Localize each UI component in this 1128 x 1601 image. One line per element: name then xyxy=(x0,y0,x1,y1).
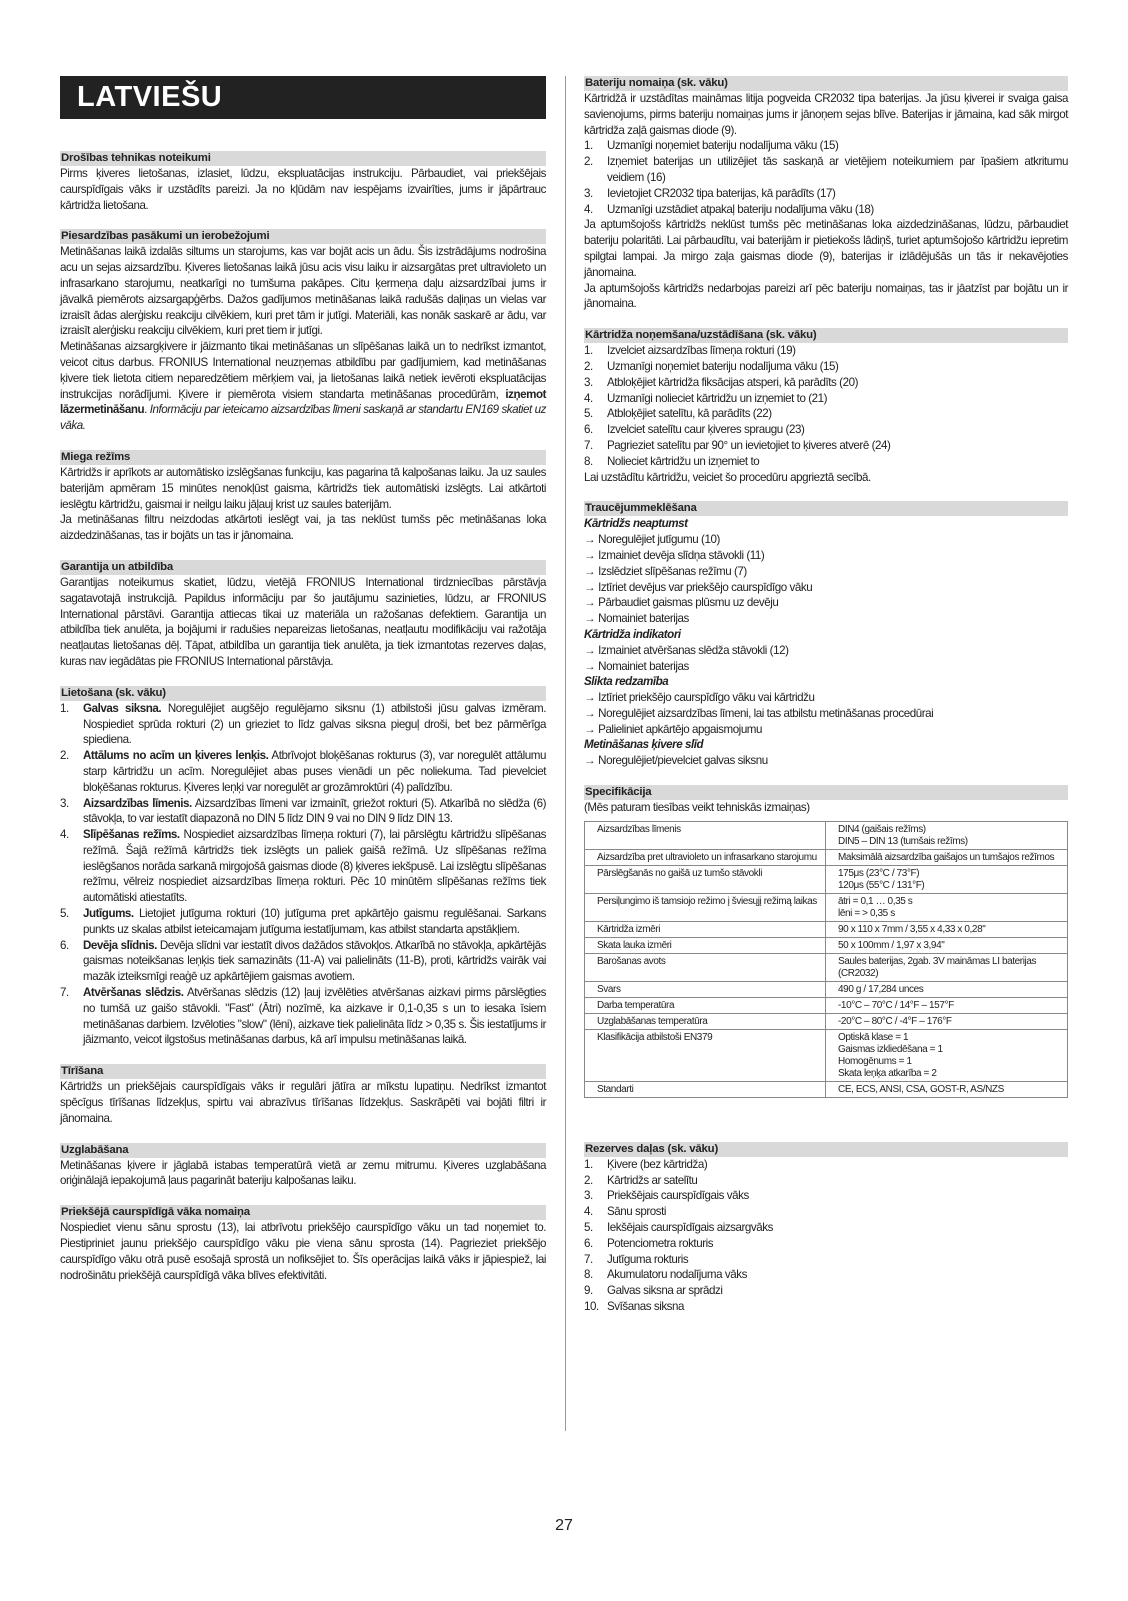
remedy-text: Noregulējiet/pievelciet galvas siksnu xyxy=(598,754,768,768)
item-text: Iekšējais caurspīdīgais aizsargvāks xyxy=(607,1221,773,1235)
table-row xyxy=(585,997,1068,1013)
list-item xyxy=(584,138,1068,154)
item-number: 2. xyxy=(584,155,593,169)
list-item xyxy=(60,938,546,985)
spec-key: Svars xyxy=(585,981,826,997)
item-text: Ievietojiet CR2032 tipa baterijas, kā parādīts (17) xyxy=(607,186,836,200)
paragraph: Ja aptumšojošs kārtridžs nedarbojas pareizi arī pēc bateriju nomaiņas, tas ir jāatzīst par bojātu un ir jānomaina. xyxy=(584,281,1068,311)
item-number: 1. xyxy=(584,139,593,153)
item-heading: Jutīgums. xyxy=(83,907,134,921)
section-title: Miega režīms xyxy=(60,450,546,465)
item-text: Devēja slīdni var iestatīt divos dažādos stāvokļos. Atkarībā no stāvokļa, apkārtējās gaismas noteikšanas leņķis tiek samazināts (11-A) vai palielināts (11-B), proti, kārtridžs vairāk vai mazāk izteiksmīgi reaģē uz apkārtējiem gaismas avotiem. xyxy=(83,938,547,984)
item-text: Noregulējiet augšējo regulējamo siksnu (1) atbilstoši jūsu galvas izmēram. Nospiediet sprūda rokturi (2) un grieziet to līdz galvas siksna pieguļ droši, bet bez pārmērīga spiediena. xyxy=(83,701,546,747)
list-item xyxy=(584,1188,1068,1204)
spec-value xyxy=(826,981,1068,997)
remedy-text: Noregulējiet aizsardzības līmeni, lai tas atbilstu metināšanas procedūrai xyxy=(598,706,934,720)
table-row xyxy=(585,865,1068,893)
item-number: 6. xyxy=(584,1236,593,1250)
value-line: lēni = > 0,35 s xyxy=(838,907,895,919)
list-item xyxy=(60,827,546,906)
value-line: 490 g / 17,284 unces xyxy=(838,983,924,995)
value-line: -10°C – 70°C / 14°F – 157°F xyxy=(838,999,954,1011)
arrow-icon: → xyxy=(584,564,596,578)
value-line: 175μs (23°C / 73°F) xyxy=(838,867,920,879)
arrow-icon: → xyxy=(584,659,596,673)
list-item xyxy=(60,796,546,828)
list-item xyxy=(584,391,1068,407)
arrow-icon: → xyxy=(584,580,596,594)
paragraph: Lai uzstādītu kārtridžu, veiciet šo procedūru apgrieztā secībā. xyxy=(584,470,871,484)
list-item xyxy=(584,438,1068,454)
item-text: Sānu sprosti xyxy=(607,1205,667,1219)
table-row xyxy=(585,937,1068,953)
section-title: Traucējummeklēšana xyxy=(584,501,1068,516)
item-heading: Devēja slīdnis. xyxy=(83,938,157,952)
arrow-icon: → xyxy=(584,722,596,736)
list-item xyxy=(584,406,1068,422)
remedy xyxy=(584,722,1068,738)
remedy xyxy=(584,611,1068,627)
section-title: Bateriju nomaiņa (sk. vāku) xyxy=(584,76,1068,91)
spec-key: Skata lauka izmēri xyxy=(585,937,826,953)
arrow-icon: → xyxy=(584,612,596,626)
item-text: Atbrīvojot bloķēšanas rokturus (3), var noregulēt attālumu starp kārtridžu un acīm. Noregulējiet abas puses vienādi un pēc noliekuma. Tad pievelciet bloķēšanas rokturus. Ķiveres leņķi var noregulēt ar grozāmroktūri (4) palīdzību. xyxy=(83,749,546,794)
remedy-text: Izmainiet devēja slīdņa stāvokli (11) xyxy=(598,548,765,562)
sleep-mode-section xyxy=(60,450,546,544)
item-text: Ķivere (bez kārtridža) xyxy=(607,1157,708,1171)
item-text: Pagrieziet satelītu par 90° un ievietojiet to ķiveres atverē (24) xyxy=(607,438,891,452)
table-row xyxy=(585,981,1068,997)
paragraph: Ja metināšanas filtru neizdodas atkārtoti ieslēgt vai, ja tas neklūst tumšs pēc metināšanas loka aizdedzināšanas, tas ir bojāts un tas ir jānomaina. xyxy=(60,513,546,543)
value-line: DIN5 – DIN 13 (tumšais režīms) xyxy=(838,835,968,847)
item-text: Atbloķējiet kārtridža fiksācijas atsperi, kā parādīts (20) xyxy=(607,375,858,389)
spec-key: Aizsardzība pret ultravioleto un infrasarkano starojumu xyxy=(585,849,826,865)
right-column xyxy=(584,76,1068,1331)
item-number: 4. xyxy=(60,828,69,842)
value-line: Skata leņķa atkarība = 2 xyxy=(838,1067,937,1079)
list-item xyxy=(584,154,1068,186)
list-item xyxy=(584,454,1068,470)
value-line: Gaismas izkliedēšana = 1 xyxy=(838,1043,943,1055)
list-item xyxy=(60,748,546,795)
troubleshooting-section xyxy=(584,501,1068,769)
remedy xyxy=(584,580,1068,596)
item-heading: Attālums no acīm un ķiveres lenķis. xyxy=(83,749,269,763)
paragraph: Metināšanas ķivere ir jāglabā istabas temperatūrā vietā ar zemu mitrumu. Ķiveres uzglabāšana oriģinālajā iepakojumā ļaus pagarināt bateriju kalpošanas laiku. xyxy=(60,1158,546,1188)
spec-value xyxy=(826,921,1068,937)
remedy-text: Pārbaudiet gaismas plūsmu uz devēju xyxy=(598,596,779,610)
value-line: CE, ECS, ANSI, CSA, GOST-R, AS/NZS xyxy=(838,1083,1004,1095)
spec-value xyxy=(826,849,1068,865)
list-item xyxy=(584,1204,1068,1220)
section-title: Piesardzības pasākumi un ierobežojumi xyxy=(60,229,546,244)
item-heading: Atvēršanas slēdzis. xyxy=(83,986,184,1000)
item-number: 3. xyxy=(584,375,593,389)
item-text: Uzmanīgi nolieciet kārtridžu un izņemiet to (21) xyxy=(607,391,828,405)
column-divider xyxy=(565,76,566,1431)
list-item xyxy=(60,985,546,1048)
problem-heading: Metināšanas ķivere slīd xyxy=(584,738,704,752)
item-number: 9. xyxy=(584,1284,593,1298)
list-item xyxy=(584,186,1068,202)
item-number: 10. xyxy=(584,1300,599,1314)
item-number: 6. xyxy=(584,423,593,437)
arrow-icon: → xyxy=(584,548,596,562)
item-text: Kārtridžs ar satelītu xyxy=(607,1173,698,1187)
list-item xyxy=(60,701,546,748)
list-item xyxy=(584,422,1068,438)
list-item xyxy=(584,1283,1068,1299)
remedy xyxy=(584,595,1068,611)
table-row xyxy=(585,1081,1068,1097)
spec-value xyxy=(826,893,1068,921)
item-number: 6. xyxy=(60,938,69,952)
value-line: 50 x 100mm / 1,97 x 3,94" xyxy=(838,939,945,951)
item-number: 8. xyxy=(584,1268,593,1282)
item-text: Izvelciet satelītu caur ķiveres spraugu (23) xyxy=(607,423,805,437)
battery-list xyxy=(584,138,1068,217)
arrow-icon: → xyxy=(584,533,596,547)
table-row xyxy=(585,821,1068,849)
item-number: 5. xyxy=(584,407,593,421)
item-text: Svīšanas siksna xyxy=(607,1300,685,1314)
value-line: Optiskā klase = 1 xyxy=(838,1031,909,1043)
item-number: 5. xyxy=(584,1221,593,1235)
item-number: 4. xyxy=(584,391,593,405)
spec-value xyxy=(826,997,1068,1013)
arrow-icon: → xyxy=(584,754,596,768)
remedy-text: Noregulējiet jutīgumu (10) xyxy=(598,533,720,547)
remedy-text: Nomainiet baterijas xyxy=(598,612,689,626)
arrow-icon: → xyxy=(584,643,596,657)
problem-heading: Kārtridžs neaptumst xyxy=(584,517,688,531)
list-item xyxy=(60,906,546,938)
item-text: Priekšējais caurspīdīgais vāks xyxy=(607,1189,749,1203)
spec-key: Pārslēgšanās no gaišā uz tumšo stāvokli xyxy=(585,865,826,893)
arrow-icon: → xyxy=(584,596,596,610)
spec-key: Barošanas avots xyxy=(585,953,826,981)
item-number: 3. xyxy=(584,186,593,200)
arrow-icon: → xyxy=(584,706,596,720)
parts-list xyxy=(584,1157,1068,1315)
item-text: Izņemiet baterijas un utilizējiet tās saskaņā ar vietējiem noteikumiem par īpašiem atkritumu veidiem (16) xyxy=(607,155,1068,184)
remedy-text: Nomainiet baterijas xyxy=(598,659,689,673)
item-heading: Galvas siksna. xyxy=(83,701,162,715)
item-number: 7. xyxy=(60,986,69,1000)
spec-subtitle: (Mēs paturam tiesības veikt tehniskās izmaiņas) xyxy=(584,801,810,815)
remedy xyxy=(584,753,1068,769)
remedy-text: Izmainiet atvēršanas slēdža stāvokli (12) xyxy=(598,643,789,657)
paragraph: Metināšanas laikā izdalās siltums un starojums, kas var bojāt acis un ādu. Šis izstrādājums nodrošina acu un sejas aizsardzību. Ķiveres lietošanas laikā jūsu acis visu laiku ir aizsargātas pret ultravioleto un infrasarkano starojumu, neatkarīgi no tumšuma pakāpes. Citu ķermeņa daļu aizsardzībai jums ir jāvalkā piemērots aizsargapģērbs. Dažos gadījumos metināšanas laikā radušās daļiņas un vielas var izraisīt ādas alerģisku reakciju cilvēkiem, kuri pret tām ir jutīgi. Materiāli, kas nonāk saskarē ar ādu, var izraisīt alerģisku reakciju cilvēkiem, kuri pret tiem ir jutīgi. xyxy=(60,245,546,338)
section-title: Lietošana (sk. vāku) xyxy=(60,686,546,701)
specification-section xyxy=(584,785,1068,1098)
item-number: 7. xyxy=(584,438,593,452)
table-row xyxy=(585,921,1068,937)
spec-value xyxy=(826,865,1068,893)
spec-key: Kārtridža izmēri xyxy=(585,921,826,937)
spec-value xyxy=(826,953,1068,981)
item-text: Lietojiet jutīguma rokturi (10) jutīguma pret apkārtējo gaismu regulēšanai. Sarkans punkts uz skalas atbilst ieteicamajam jutīguma iestatījumam, kas atbilst standarta apstākļiem. xyxy=(83,907,546,936)
value-line: ātri = 0,1 … 0,35 s xyxy=(838,895,913,907)
paragraph: Pirms ķiveres lietošanas, izlasiet, lūdzu, ekspluatācijas instrukciju. Pārbaudiet, vai priekšējais caurspīdīgais vāks ir uzstādīts pareizi. Ja no kļūdām nav iespējams izvairīties, jums ir jāpārtrauc kārtridža lietošana. xyxy=(60,167,546,212)
spec-key: Standarti xyxy=(585,1081,826,1097)
item-number: 2. xyxy=(60,749,69,763)
remedy-text: Palieliniet apkārtējo apgaismojumu xyxy=(598,722,763,736)
remedy xyxy=(584,564,1068,580)
item-number: 5. xyxy=(60,907,69,921)
item-number: 7. xyxy=(584,1252,593,1266)
remedy-text: Iztīriet devējus var priekšējo caurspīdīgo vāku xyxy=(598,580,813,594)
paragraph: Kārtridžs un priekšējais caurspīdīgais vāks ir regulāri jātīra ar mīkstu lupatiņu. Nedrīkst izmantot spēcīgus tīrīšanas līdzekļus, spirtu vai abrazīvus tīrīšanas līdzekļus. Saskrāpēti vai bojāti filtri ir jānomaina. xyxy=(60,1080,546,1125)
remedy xyxy=(584,532,1068,548)
value-line: Saules baterijas, 2gab. 3V maināmas LI baterijas (CR2032) xyxy=(838,955,1037,979)
spec-value xyxy=(826,1013,1068,1029)
list-item xyxy=(584,359,1068,375)
battery-section xyxy=(584,76,1068,312)
problem-heading: Slikta redzamība xyxy=(584,675,669,689)
value-line: 120μs (55°C / 131°F) xyxy=(838,879,925,891)
item-text: Atbloķējiet satelītu, kā parādīts (22) xyxy=(607,407,772,421)
item-number: 8. xyxy=(584,454,593,468)
remedy xyxy=(584,659,1068,675)
spec-key: Aizsardzības līmenis xyxy=(585,821,826,849)
spec-key: Uzglabāšanas temperatūra xyxy=(585,1013,826,1029)
usage-list xyxy=(60,701,546,1049)
value-line: Homogēnums = 1 xyxy=(838,1055,912,1067)
list-item xyxy=(584,1252,1068,1268)
left-column xyxy=(60,76,546,1299)
remedy xyxy=(584,690,1068,706)
value-line: 90 x 110 x 7mm / 3,55 x 4,33 x 0,28" xyxy=(838,923,986,935)
section-title: Drošības tehnikas noteikumi xyxy=(60,151,546,166)
list-item xyxy=(584,1299,1068,1315)
section-title: Specifikācija xyxy=(584,785,1068,800)
paragraph: Garantijas noteikumus skatiet, lūdzu, vietējā FRONIUS International tirdzniecības pārstāvja sagatavotajā instrukcijā. Papildus informāciju par šo jautājumu sazinieties, lūdzu, ar FRONIUS International pārstāvi. Garantija attiecas tikai uz materiāla un ražošanas defektiem. Garantija un atbildība tiek anulēta, ja bojājumi ir radušies nepareizas lietošanas, neatļautu modifikāciju vai ražotāja neatļautas lietošanas dēļ. Tāpat, atbildība un garantija tiek anulēta, ja tiek izmantotas rezerves daļas, kuras nav iegādātas pie FRONIUS International pārstāvja. xyxy=(60,575,546,668)
paragraph: Metināšanas aizsargķivere ir jāizmanto tikai metināšanas un slīpēšanas laikā un to nedrīkst izmantot, veicot citus darbus. FRONIUS International neuzņemas atbildību par gadījumiem, kad metināšanas ķivere tiek lietota citiem neparedzētiem mērķiem vai, ja lietošanas laikā netiek ievēroti ekspluatācijas instrukcijas norādījumi. Ķivere ir piemērota visiem standarta metināšanas procedūrām, izņemot lāzermetināšanu. Informāciju par ieteicamo aizsardzības līmeni saskaņā ar standartu EN169 skatiet uz vāka. xyxy=(60,340,546,433)
list-item xyxy=(584,1267,1068,1283)
item-number: 1. xyxy=(584,344,593,358)
remedy xyxy=(584,706,1068,722)
value-line: DIN4 (gaišais režīms) xyxy=(838,823,926,835)
remedy-text: Izslēdziet slīpēšanas režīmu (7) xyxy=(598,564,747,578)
table-row xyxy=(585,1029,1068,1081)
list-item xyxy=(584,1220,1068,1236)
list-item xyxy=(584,1236,1068,1252)
front-cover-section xyxy=(60,1205,546,1283)
spec-value xyxy=(826,1029,1068,1081)
spec-value xyxy=(826,937,1068,953)
cleaning-section xyxy=(60,1064,546,1126)
section-title: Kārtridža noņemšana/uzstādīšana (sk. vāku) xyxy=(584,328,1068,343)
remedy xyxy=(584,643,1068,659)
warranty-section xyxy=(60,560,546,670)
item-text: Galvas siksna ar sprādzi xyxy=(607,1284,723,1298)
value-line: Maksimālā aizsardzība gaišajos un tumšajos režīmos xyxy=(838,851,1055,863)
remedy xyxy=(584,548,1068,564)
item-number: 3. xyxy=(584,1189,593,1203)
item-text: Atvēršanas slēdzis (12) ļauj izvēlēties atvēršanas aizkavi pirms pārslēgties no tumšā uz gaišo stāvokli. "Fast" (Ātri) nozīmē, ka aizkave ir 0,1-0,35 s un to iesaka īsiem metināšanas darbiem. Izvēloties "slow" (lēni), aizkave tiek palielināta līdz > 0,35 s. Šis iestatījums ir jāizmanto, veicot ilgstošus metināšanas darbus, kā arī impulsu metināšanas laikā. xyxy=(83,986,546,1047)
storage-section xyxy=(60,1143,546,1190)
item-text: Uzmanīgi noņemiet bateriju nodalījuma vāku (15) xyxy=(607,359,839,373)
item-heading: Slīpēšanas režīms. xyxy=(83,828,180,842)
paragraph: Kārtridžā ir uzstādītas maināmas litija pogveida CR2032 tipa baterijas. Ja jūsu ķiverei ir svaiga gaisa savienojums, pirms bateriju nomaiņas jums ir jānoņem sejas blīve. Baterijas ir jāmaina, kad sāk mirgot kārtridža zaļā gaismas diode (9). xyxy=(584,92,1068,137)
language-banner: LATVIEŠU xyxy=(60,76,546,119)
cartridge-section xyxy=(584,328,1068,485)
paragraph: Kārtridžs ir aprīkots ar automātisko izslēgšanas funkciju, kas pagarina tā kalpošanas laiku. Ja uz saules baterijām apmēram 15 minūtes nenokļūst gaisma, kārtridžs tiek automātiski izslēgts. Lai atkārtoti ieslēgtu kārtridžu, gaismai ir neilgu laiku jāļauj krist uz saules baterijām. xyxy=(60,465,546,511)
item-text: Akumulatoru nodalījuma vāks xyxy=(607,1268,747,1282)
section-title: Rezerves daļas (sk. vāku) xyxy=(584,1142,1068,1157)
list-item xyxy=(584,375,1068,391)
section-title: Garantija un atbildība xyxy=(60,560,546,575)
item-number: 1. xyxy=(60,701,69,715)
cartridge-list xyxy=(584,343,1068,469)
table-row xyxy=(585,953,1068,981)
paragraph: Ja aptumšojošs kārtridžs neklūst tumšs pēc metināšanas loka aizdedzināšanas, lūdzu, pārbaudiet bateriju polaritāti. Lai pārbaudītu, vai baterijām ir pietiekošs lādiņš, turiet aptumšojošo kārtridžu iepretim spilgtai lampai. Ja mirgo zaļa gaismas diode (9), baterijas ir izlādējušās un tās ir nekavējoties jānomaina. xyxy=(584,218,1068,279)
item-text: Potenciometra rokturis xyxy=(607,1236,714,1250)
item-heading: Aizsardzības līmenis. xyxy=(83,796,192,810)
item-number: 3. xyxy=(60,796,69,810)
item-number: 4. xyxy=(584,1205,593,1219)
section-title: Priekšējā caurspīdīgā vāka nomaiņa xyxy=(60,1205,546,1220)
item-text: Nolieciet kārtridžu un izņemiet to xyxy=(607,454,760,468)
spec-table xyxy=(584,821,1068,1098)
item-number: 2. xyxy=(584,1173,593,1187)
section-title: Tīrīšana xyxy=(60,1064,546,1079)
list-item xyxy=(584,202,1068,218)
value-line: -20°C – 80°C / -4°F – 176°F xyxy=(838,1015,952,1027)
item-number: 1. xyxy=(584,1157,593,1171)
spec-value xyxy=(826,821,1068,849)
safety-section xyxy=(60,151,546,213)
item-text: Nospiediet aizsardzības līmeņa rokturi (7), lai pārslēgtu kārtridžu slīpēšanas režīmā. Šajā režīmā kārtridžs tiek izslēgts un paliek gaišā režīmā. Uz slīpēšanas režīma ieslēgšanos norāda sarkanā mirgojošā gaismas diode (8) ķiveres iekšpusē. Lai izslēgtu slīpēšanas režīmu, vēlreiz nospiediet aizsardzības līmeņa rokturi. Pēc 10 minūtēm slīpēšanas režīms tiek automātiski atiestatīts. xyxy=(83,828,546,905)
page-number: 27 xyxy=(555,1517,573,1534)
spec-key: Klasifikācija atbilstoši EN379 xyxy=(585,1029,826,1081)
item-text: Uzmanīgi noņemiet bateriju nodalījuma vāku (15) xyxy=(607,139,839,153)
remedy-text: Iztīriet priekšējo caurspīdīgo vāku vai kārtridžu xyxy=(598,691,815,705)
arrow-icon: → xyxy=(584,691,596,705)
spec-value xyxy=(826,1081,1068,1097)
list-item xyxy=(584,1157,1068,1173)
item-number: 2. xyxy=(584,359,593,373)
table-row xyxy=(585,893,1068,921)
item-text: Uzmanīgi uzstādiet atpakaļ bateriju nodalījuma vāku (18) xyxy=(607,202,874,216)
section-title: Uzglabāšana xyxy=(60,1143,546,1158)
spec-key: Darba temperatūra xyxy=(585,997,826,1013)
spec-key: Persiļungimo iš tamsiojo režimo į šviesųjį režimą laikas xyxy=(585,893,826,921)
paragraph-text: Metināšanas aizsargķivere ir jāizmanto tikai metināšanas un slīpēšanas laikā un to nedrīkst izmantot, veicot citus darbus. FRONIUS International neuzņemas atbildību par gadījumiem, kad metināšanas ķivere tiek lietota citiem neparedzētiem mērķiem vai, ja lietošanas laikā netiek ievēroti ekspluatācijas instrukcijas norādījumi. Ķivere ir piemērota visiem standarta metināšanas procedūrām, xyxy=(60,340,546,401)
list-item xyxy=(584,1173,1068,1189)
table-row xyxy=(585,1013,1068,1029)
spare-parts-section xyxy=(584,1142,1068,1315)
table-row xyxy=(585,849,1068,865)
item-text: Aizsardzības līmeni var izmainīt, griežot rokturi (5). Atkarībā no slēdža (6) stāvokļa, to var iestatīt diapazonā no DIN 5 līdz DIN 9 vai no DIN 9 līdz DIN 13. xyxy=(83,796,546,826)
bold-text: izņemot lāzermetināšanu xyxy=(60,387,546,417)
paragraph: Nospiediet vienu sānu sprostu (13), lai atbrīvotu priekšējo caurspīdīgo vāku un tad noņemiet to. Piestipriniet jaunu priekšējo caurspīdīgo vāku pie viena sānu sprosta (14). Pagrieziet priekšējo caurspīdīgo vāku otrā pusē esošajā sprostā un nofiksējiet to. Šīs operācijas laikā vāks ir jāpiespiež, lai nodrošinātu priekšējā caurspīdīgā vāka blīves efektivitāti. xyxy=(60,1221,546,1282)
item-number: 4. xyxy=(584,202,593,216)
list-item xyxy=(584,343,1068,359)
usage-section xyxy=(60,686,546,1049)
precautions-section xyxy=(60,229,546,434)
italic-note: Informāciju par ieteicamo aizsardzības līmeni saskaņā ar standartu EN169 skatiet uz vāka. xyxy=(60,403,546,433)
problem-heading: Kārtridža indikatori xyxy=(584,627,681,641)
item-text: Jutīguma rokturis xyxy=(607,1252,689,1266)
item-text: Izvelciet aizsardzības līmeņa rokturi (19) xyxy=(607,344,796,358)
